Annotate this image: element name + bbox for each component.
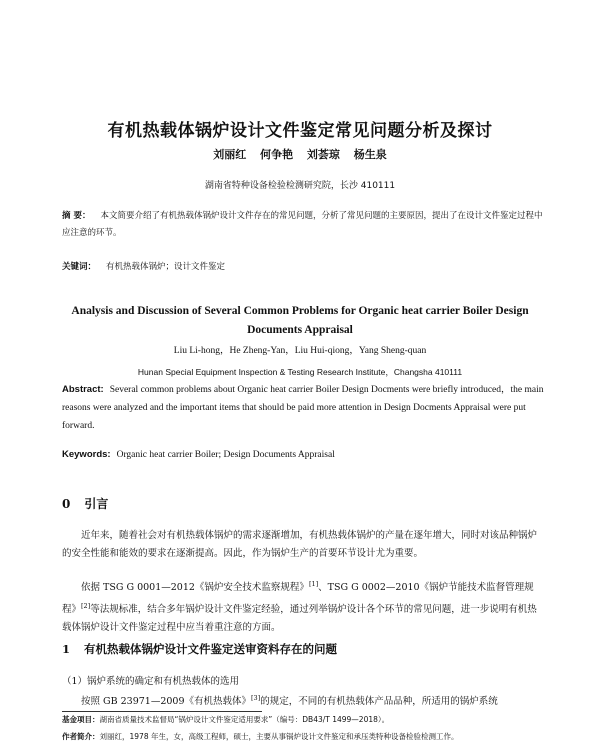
- keywords-cn: [62, 260, 225, 272]
- footnote-author-bio: [62, 731, 552, 742]
- keywords-en-label: Keywords:: [62, 449, 111, 460]
- section-0-title: 引言: [84, 497, 109, 511]
- affiliation-cn: 湖南省特种设备检验检测研究院，长沙 410111: [204, 181, 396, 191]
- footnote-author-bio-text: 刘丽红，1978 年生，女，高级工程师，硕士，主要从事锅炉设计文件鉴定和承压类特种设备检验检测工作。: [99, 732, 459, 741]
- section-0-number: 0: [62, 497, 71, 511]
- abstract-cn: [62, 208, 546, 242]
- abstract-en-label: Abstract:: [62, 384, 104, 395]
- abstract-en-text: Several common problems about Organic heat carrier Boiler Design Docments were briefly introduced，the main reasons were analyzed and the important items that should be paid more attention in Design Docments Appraisal were put forward.: [62, 385, 544, 431]
- intro-paragraph-1: 近年来，随着社会对有机热载体锅炉的需求逐渐增加，有机热载体锅炉的产量在逐年增大，同时对该品种锅炉的安全性能和能效的要求在逐渐提高。因此，作为锅炉生产的首要环节设计尤为重要。: [62, 530, 538, 559]
- intro-paragraph-2: [62, 575, 546, 637]
- paper-title-en: Analysis and Discussion of Several Common Problems for Organic heat carrier Boiler Design Documents Appraisal: [71, 305, 529, 336]
- subsection-1-heading: （1）锅炉系统的确定和有机热载体的选用: [62, 676, 240, 687]
- footnote-funding-text: 湖南省质量技术监督局“锅炉设计文件鉴定适用要求”（编号：DB43/T 1499—2018）。: [99, 715, 390, 724]
- footnote-funding-label: 基金项目：: [62, 715, 100, 724]
- citation-3: [3]: [251, 694, 261, 702]
- footnote-divider: [62, 711, 262, 712]
- section-1-title: 有机热载体锅炉设计文件鉴定送审资料存在的问题: [84, 642, 338, 656]
- citation-2: [2]: [81, 602, 91, 611]
- keywords-cn-label: 关键词：: [62, 262, 97, 272]
- section-1-paragraph: [62, 689, 546, 711]
- intro-paragraph-2-part-a: 依据 TSG G 0001—2012《锅炉安全技术监察规程》: [81, 582, 309, 594]
- footnote-funding: [62, 714, 552, 725]
- abstract-en: [62, 381, 546, 435]
- authors-en: Liu Li-hong，He Zheng-Yan，Liu Hui-qiong，Yang Sheng-quan: [173, 346, 427, 356]
- authors-cn: 刘丽红 何争艳 刘荟琼 杨生泉: [213, 148, 387, 161]
- footnote-author-bio-label: 作者简介：: [62, 732, 100, 741]
- abstract-cn-label: 摘 要：: [62, 211, 91, 221]
- section-0-heading: [62, 495, 108, 512]
- intro-paragraph-2-part-c: 等法规标准，结合多年锅炉设计文件鉴定经验，通过列举锅炉设计各个环节的常见问题，进一步说明有机热载体锅炉设计文件鉴定过程中应当着重注意的方面。: [62, 604, 537, 634]
- abstract-cn-text: 本文简要介绍了有机热载体锅炉设计文件存在的常见问题，分析了常见问题的主要原因，提出了在设计文件鉴定过程中应注意的环节。: [62, 211, 543, 238]
- keywords-en-text: Organic heat carrier Boiler; Design Documents Appraisal: [116, 450, 335, 460]
- citation-1: [1]: [308, 580, 319, 588]
- section-1-number: 1: [62, 642, 71, 656]
- affiliation-en: Hunan Special Equipment Inspection & Testing Research Institute，Changsha 410111: [137, 367, 463, 377]
- keywords-cn-text: 有机热载体锅炉；设计文件鉴定: [106, 262, 226, 272]
- keywords-en: [62, 449, 335, 460]
- section-1-heading: [62, 641, 337, 657]
- intro-paragraph-2-part-b: 、TSG G 0002—2010《锅炉节能技术监督管理规程》: [62, 582, 534, 616]
- section-1-paragraph-part-b: 的规定，不同的有机热载体产品品种，所适用的锅炉系统: [260, 696, 498, 708]
- section-1-paragraph-part-a: 按照 GB 23971—2009《有机热载体》: [81, 696, 252, 708]
- paper-title-cn: 有机热载体锅炉设计文件鉴定常见问题分析及探讨: [107, 121, 493, 141]
